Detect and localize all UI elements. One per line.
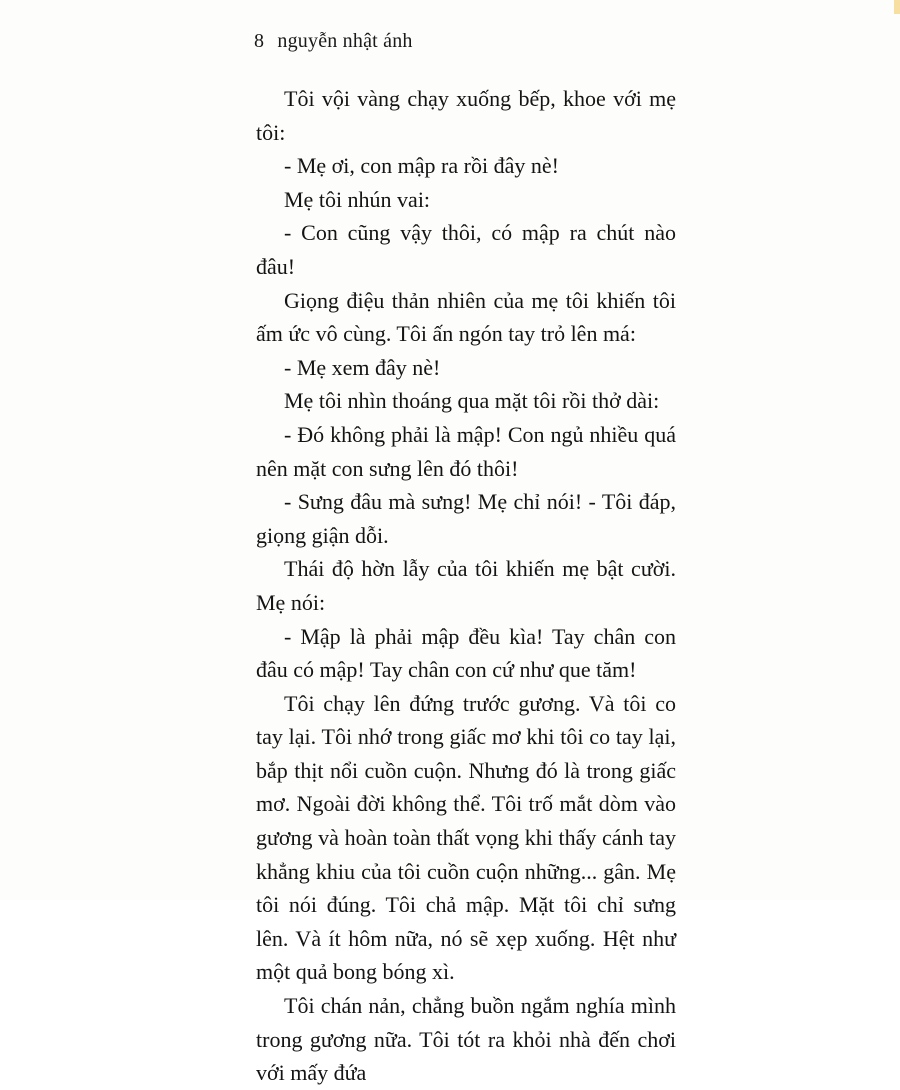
body-text	[256, 82, 676, 1090]
paragraph: - Con cũng vậy thôi, có mập ra chút nào đâu!	[256, 220, 676, 279]
paragraph: Mẹ tôi nhún vai:	[284, 186, 431, 212]
paragraph: - Mẹ ơi, con mập ra rồi đây nè!	[284, 153, 559, 179]
paragraph: Tôi chán nản, chẳng buồn ngắm nghía mình trong gương nữa. Tôi tót ra khỏi nhà đến chơi với mấy đứa	[256, 993, 676, 1086]
page-corner-mark	[894, 0, 900, 14]
running-header	[254, 30, 413, 53]
paragraph: - Sưng đâu mà sưng! Mẹ chỉ nói! - Tôi đáp, giọng giận dỗi.	[256, 489, 676, 548]
paragraph: Tôi chạy lên đứng trước gương. Và tôi co tay lại. Tôi nhớ trong giấc mơ khi tôi co tay lại, bắp thịt nổi cuồn cuộn. Nhưng đó là trong giấc mơ. Ngoài đời không thể. Tôi trố mắt dòm vào gương và hoàn toàn thất vọng khi thấy cánh tay khẳng khiu của tôi cuồn cuộn những... gân. Mẹ tôi nói đúng. Tôi chả mập. Mặt tôi chỉ sưng lên. Và ít hôm nữa, nó sẽ xẹp xuống. Hệt như một quả bong bóng xì.	[256, 690, 676, 985]
paragraph: - Mẹ xem đây nè!	[284, 354, 441, 380]
paragraph: - Đó không phải là mập! Con ngủ nhiều quá nên mặt con sưng lên đó thôi!	[256, 421, 676, 481]
paragraph: Tôi vội vàng chạy xuống bếp, khoe với mẹ tôi:	[256, 86, 676, 145]
author-name: nguyễn nhật ánh	[277, 30, 413, 52]
paragraph: Giọng điệu thản nhiên của mẹ tôi khiến tôi ấm ức vô cùng. Tôi ấn ngón tay trỏ lên má:	[256, 287, 676, 347]
paragraph: Mẹ tôi nhìn thoáng qua mặt tôi rồi thở dài:	[284, 388, 660, 414]
paragraph: - Mập là phải mập đều kìa! Tay chân con đâu có mập! Tay chân con cứ như que tăm!	[256, 623, 676, 683]
page-number: 8	[254, 30, 265, 52]
paragraph: Thái độ hờn lẫy của tôi khiến mẹ bật cười. Mẹ nói:	[256, 556, 676, 615]
